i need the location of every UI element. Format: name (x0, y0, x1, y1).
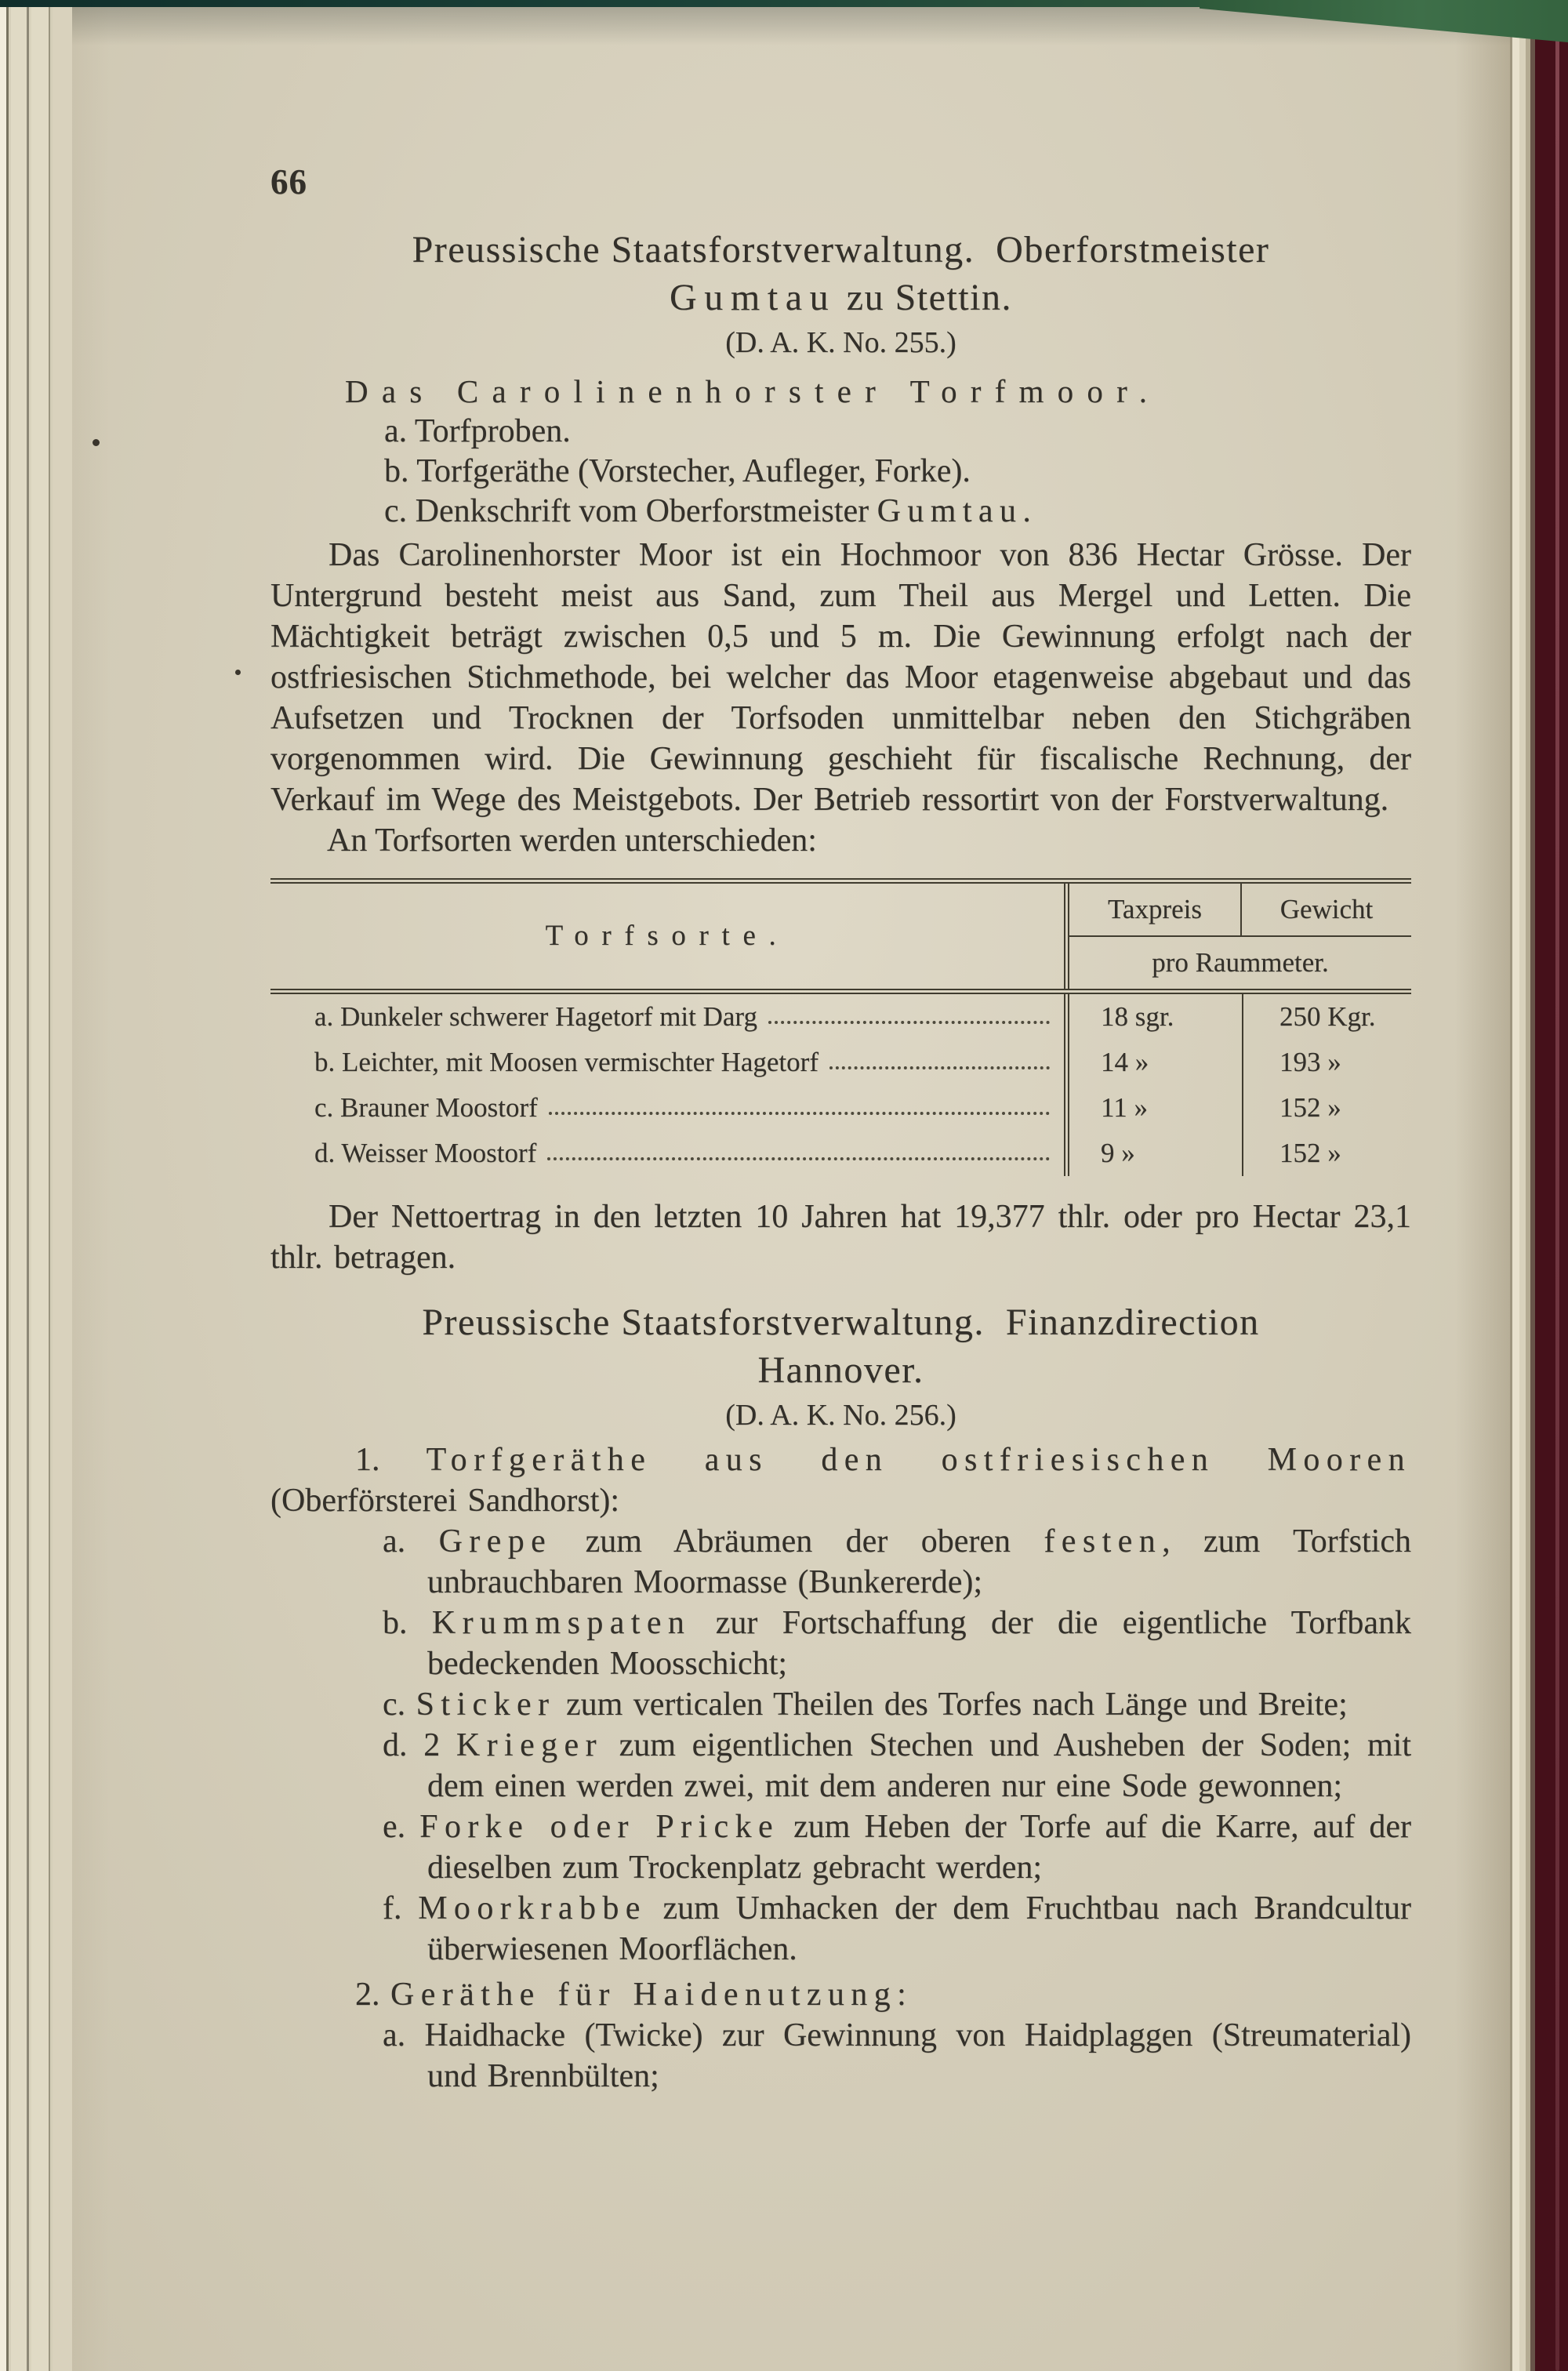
text-run: d. 2 (383, 1727, 456, 1763)
spaced-text: Krieger (456, 1727, 603, 1763)
table-header-right (1064, 884, 1411, 989)
text-run: c. Denkschrift vom Oberforstmeister (384, 493, 877, 529)
list-item (270, 1725, 1411, 1806)
dot-leader (829, 1066, 1050, 1069)
torfsorte-label: c. Brauner Moostorf (314, 1092, 538, 1123)
list-item (384, 452, 1411, 492)
spaced-text: Krummspaten (431, 1605, 691, 1641)
text-run: zum eigentlichen Stechen und Ausheben der Soden; mit dem einen werden zwei, mit dem anderen nur eine Sode gewonnen; (427, 1727, 1412, 1804)
section2-reference: (D. A. K. No. 256.) (725, 1399, 956, 1432)
text-run: zum Umhacken der dem Fruchtbau nach Brandcultur überwiesenen Moorflächen. (427, 1890, 1411, 1967)
spaced-text: Torfgeräthe aus den ostfriesischen Mooren (426, 1442, 1412, 1478)
section1-title-line1: Preussische Staatsforstverwaltung. Oberforstmeister (412, 229, 1270, 271)
list-item (270, 1888, 1411, 1970)
spaced-text: Geräthe für Haidenutzung: (390, 1977, 913, 2013)
section2-sublist1 (270, 1521, 1411, 1970)
table-header (270, 884, 1411, 994)
cell-taxpreis: 9 » (1064, 1131, 1242, 1176)
section1-exhibit-list (384, 412, 1411, 532)
spaced-text: Gumtau (877, 493, 1023, 529)
text-run: 2. (355, 1977, 390, 2013)
text-run: b. Torfgeräthe (Vorstecher, Aufleger, Forke). (384, 453, 971, 489)
page-number: 66 (270, 162, 307, 202)
text-run: a. Torfproben. (384, 413, 571, 449)
torfsorte-label: a. Dunkeler schwerer Hagetorf mit Darg (314, 1001, 757, 1032)
section2-item1 (270, 1440, 1411, 1521)
table-subheader-pro-raummeter: pro Raummeter. (1152, 947, 1329, 978)
page-edges-right (1510, 6, 1535, 2371)
book-cover-edge-highlight (1555, 33, 1559, 2371)
table-row (270, 1040, 1411, 1085)
spaced-text: Das Carolinenhorster Torfmoor. (345, 373, 1161, 409)
text-run: a. Haidhacke (Twicke) zur Gewinnung von Haidplaggen (Streumaterial) und Brennbülten; (383, 2017, 1411, 2094)
text-run: b. (383, 1605, 432, 1641)
list-item (270, 2015, 1411, 2097)
text-run: zum verticalen Theilen des Torfes nach Länge und Breite; (555, 1687, 1348, 1723)
spaced-text: Gumtau (670, 277, 837, 318)
table-row (270, 994, 1411, 1040)
table-header-price-weight-row (1069, 884, 1411, 937)
dot-leader (549, 1112, 1050, 1115)
table-row (270, 1131, 1411, 1176)
ink-speck (235, 670, 241, 675)
list-item (270, 1684, 1411, 1725)
torfsorten-table (270, 878, 1411, 1176)
ink-speck (93, 439, 100, 446)
torfsorte-label: d. Weisser Moostorf (314, 1138, 537, 1168)
dot-leader (547, 1157, 1050, 1160)
cell-torfsorte (270, 1131, 1064, 1176)
text-run: zum Heben der Torfe auf die Karre, auf der dieselben zum Trockenplatz gebracht werden; (427, 1809, 1411, 1886)
text-run: Das Carolinenhorster Moor ist ein Hochmoor von 836 Hectar Grösse. Der Untergrund besteht meist aus Sand, zum Theil aus Mergel und Letten. Die Mächtigkeit beträgt zwischen 0,5 und 5 m. Die Gewinnung erfolgt nach der ostfriesischen Stichmethode, bei welcher das Moor etagenweise abgebaut und das Aufsetzen und Trocknen der Torfsoden unmittelbar neben den Stichgräben vorgenommen wird. Die Gewinnung geschieht für fiscalische Rechnung, der Verkauf im Wege des Meistgebots. Der Betrieb ressortirt von der Forstverwaltung. (270, 537, 1411, 818)
spaced-text: Sticker (416, 1687, 556, 1723)
text-run: c. (383, 1687, 416, 1723)
book-page (0, 6, 1510, 2371)
cell-torfsorte (270, 1040, 1064, 1085)
page-edges-left (0, 6, 72, 2371)
section2-heading (270, 1298, 1411, 1435)
cell-torfsorte (270, 1085, 1064, 1131)
table-header-gewicht: Gewicht (1279, 894, 1374, 924)
section1-reference: (D. A. K. No. 255.) (725, 326, 956, 359)
text-run: f. (383, 1890, 419, 1926)
cell-taxpreis: 11 » (1064, 1085, 1242, 1131)
cell-taxpreis: 14 » (1064, 1040, 1242, 1085)
cell-taxpreis: 18 sgr. (1064, 994, 1242, 1040)
table-header-taxpreis: Taxpreis (1069, 884, 1242, 935)
text-run: zu Stettin. (836, 277, 1012, 318)
text-run: , zum Torfstich unbrauchbaren Moormasse (Bunkererde); (427, 1523, 1411, 1600)
section1-heading (270, 226, 1411, 362)
text-run: . (1022, 493, 1031, 529)
list-item (270, 1806, 1411, 1888)
table-row (270, 1085, 1411, 1131)
spaced-text: Forke oder Pricke (419, 1809, 780, 1845)
spaced-text: festen (1044, 1523, 1163, 1559)
section2-item2 (270, 1974, 1411, 2015)
section1-title-line2 (270, 274, 1411, 321)
spaced-text: Moorkrabbe (418, 1890, 647, 1926)
torfsorte-label: b. Leichter, mit Moosen vermischter Hagetorf (314, 1047, 818, 1077)
spaced-text: Grepe (438, 1523, 553, 1559)
list-item (270, 1603, 1411, 1684)
table-header-torfsorte-label: Torfsorte. (545, 920, 789, 952)
dot-leader (768, 1021, 1050, 1024)
section2-title-line1: Preussische Staatsforstverwaltung. Finanzdirection (422, 1302, 1260, 1343)
section1-body-paragraph (270, 535, 1411, 820)
cell-gewicht: 152 » (1242, 1085, 1411, 1131)
list-item (384, 412, 1411, 452)
table-header-torfsorte (270, 884, 1064, 989)
table-body (270, 994, 1411, 1176)
cell-gewicht: 193 » (1242, 1040, 1411, 1085)
text-run: e. (383, 1809, 420, 1845)
section1-subtitle (345, 372, 1411, 412)
cell-gewicht: 152 » (1242, 1131, 1411, 1176)
section2-title-line2: Hannover. (757, 1349, 924, 1391)
text-run: zur Fortschaffung der die eigentliche Torfbank bedeckenden Moosschicht; (427, 1605, 1412, 1682)
text-run: zum Abräumen der oberen (552, 1523, 1044, 1559)
cell-gewicht: 250 Kgr. (1242, 994, 1411, 1040)
text-run: (Oberförsterei Sandhorst): (270, 1483, 620, 1519)
page-content (270, 6, 1411, 2097)
cell-torfsorte (270, 994, 1064, 1040)
list-item (270, 1521, 1411, 1603)
text-run: 1. (355, 1442, 426, 1478)
list-item (384, 492, 1411, 532)
section2-sublist2 (270, 2015, 1411, 2097)
table-intro-line: An Torfsorten werden unterschieden: (327, 822, 817, 859)
text-run: a. (383, 1523, 439, 1559)
netto-paragraph: Der Nettoertrag in den letzten 10 Jahren hat 19,377 thlr. oder pro Hectar 23,1 thlr. betragen. (270, 1199, 1411, 1276)
